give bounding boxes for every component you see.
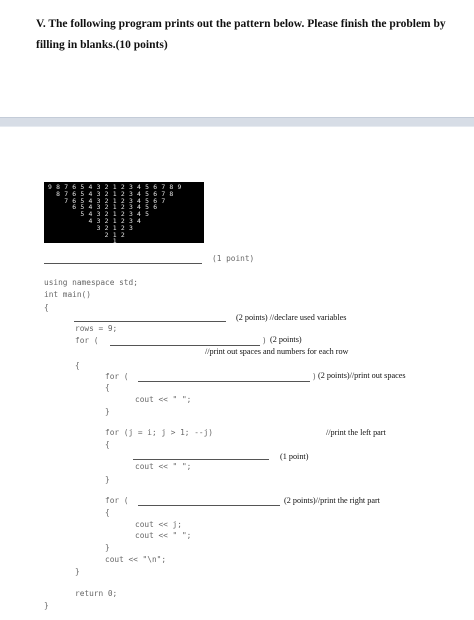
code-brace-c: } <box>105 407 110 416</box>
note-right-part: (2 points)//print the right part <box>284 496 380 505</box>
blank-declare[interactable] <box>74 321 226 322</box>
blank-spaces-for[interactable] <box>138 381 310 382</box>
blank-outer-for[interactable] <box>110 345 260 346</box>
code-brace-f: { <box>105 508 110 517</box>
note-declare: (2 points) //declare used variables <box>236 313 347 322</box>
code-brace-b: { <box>105 383 110 392</box>
code-rows: rows = 9; <box>75 324 118 333</box>
code-brace-open: { <box>44 303 49 312</box>
code-brace-g: } <box>105 543 110 552</box>
code-brace-inner-open: { <box>75 361 80 370</box>
note-spaces: (2 points)//print out spaces <box>318 371 406 380</box>
code-cout-space: cout << " "; <box>135 395 192 404</box>
code-for-right: for ( <box>105 496 129 505</box>
code-brace-end: } <box>44 601 49 610</box>
blank-right-for[interactable] <box>138 505 280 506</box>
code-cout-space3: cout << " "; <box>135 531 192 540</box>
code-using: using namespace std; <box>44 278 138 287</box>
code-for-spaces: for ( <box>105 372 129 381</box>
code-brace-d: { <box>105 440 110 449</box>
note-outer-points: (2 points) <box>270 335 302 344</box>
code-return: return 0; <box>75 589 118 598</box>
question-title: V. The following program prints out the pattern below. Please finish the problem by filling in blanks.(10 points) <box>36 18 446 51</box>
blank-left-part[interactable] <box>133 459 269 460</box>
blank-header[interactable] <box>44 263 202 264</box>
note-left-part: //print the left part <box>326 428 386 437</box>
header-point: (1 point) <box>212 254 255 263</box>
console-text: 9 8 7 6 5 4 3 2 1 2 3 4 5 6 7 8 9 8 7 6 5 4 3 2 1 2 3 4 5 6 7 8 7 6 5 4 3 2 1 2 3 4 5 6 7 6 5 4 3 2 1 2 3 4 5 6 5 4 3 2 1 2 3 4 5 4 3 2 1 2 3 4 3 2 1 2 3 2 1 2 1 <box>48 183 182 243</box>
code-brace-h: } <box>75 567 80 576</box>
code-cout-space2: cout << " "; <box>135 462 192 471</box>
section-divider <box>0 117 474 127</box>
console-output <box>44 182 204 243</box>
code-for-outer: for ( <box>75 336 99 345</box>
code-for-spaces-close: ) <box>312 372 317 381</box>
note-outer-comment: //print out spaces and numbers for each row <box>205 347 349 356</box>
code-brace-e: } <box>105 475 110 484</box>
code-for-left: for (j = i; j > 1; --j) <box>105 428 213 437</box>
code-cout-newline: cout << "\n"; <box>105 555 167 564</box>
code-main: int main() <box>44 290 91 299</box>
note-one-point: (1 point) <box>280 452 309 461</box>
code-for-outer-close: ) <box>262 336 267 345</box>
code-cout-j: cout << j; <box>135 520 182 529</box>
